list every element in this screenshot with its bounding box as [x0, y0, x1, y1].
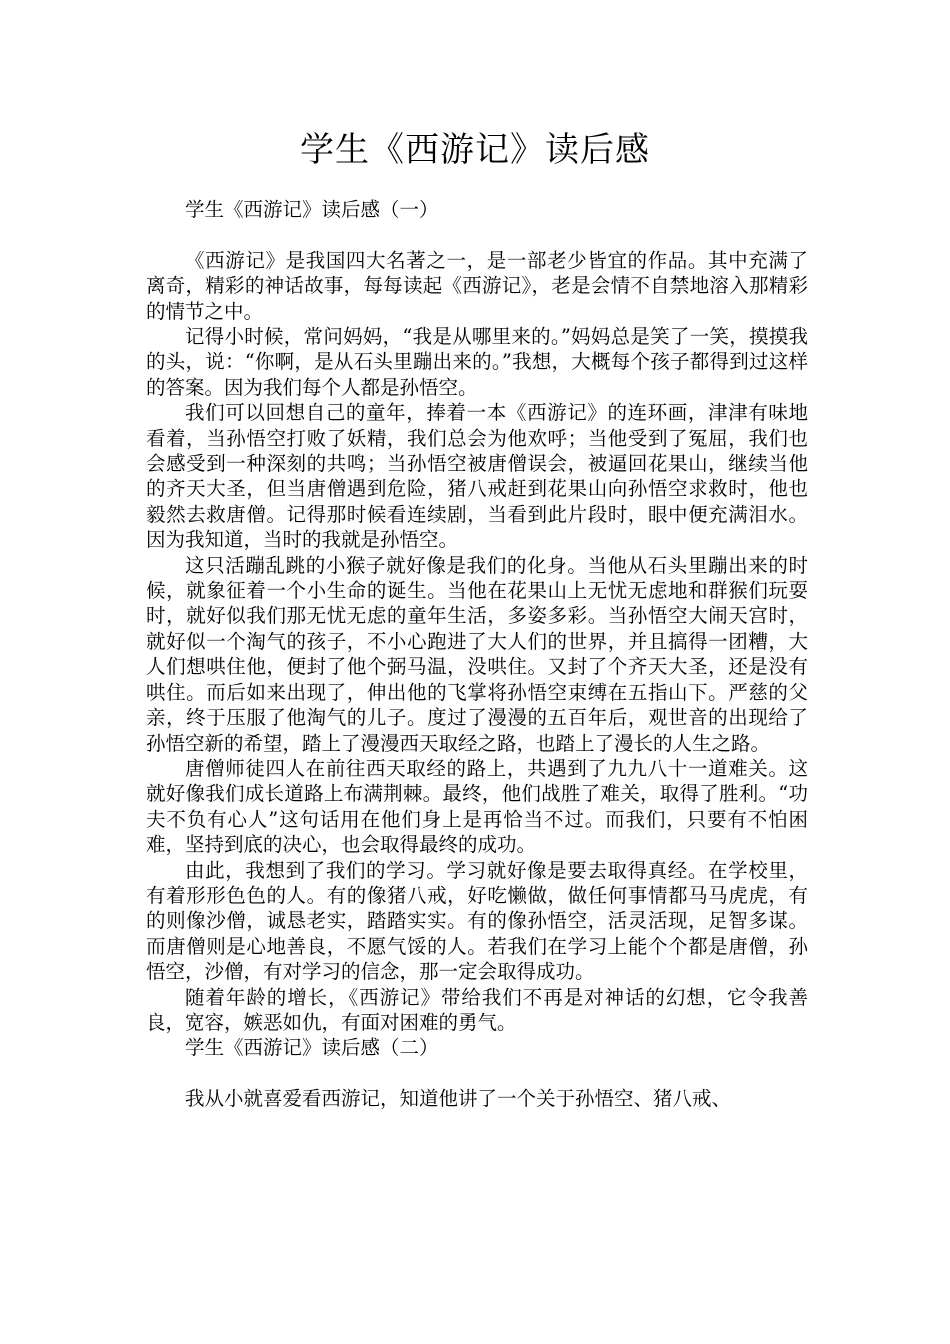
paragraph: 由此，我想到了我们的学习。学习就好像是要去取得真经。在学校里，有着形形色色的人。有的像猪八戒，好吃懒做，做任何事情都马马虎虎，有的则像沙僧，诚恳老实，踏踏实实。有的像孙悟空，活灵活现，足智多谋。而唐僧则是心地善良，不愿气馁的人。若我们在学习上能个个都是唐僧，孙悟空，沙僧，有对学习的信念，那一定会取得成功。 [146, 858, 808, 984]
blank-line [146, 1061, 808, 1086]
paragraph: 随着年龄的增长，《西游记》带给我们不再是对神话的幻想，它令我善良，宽容，嫉恶如仇，有面对困难的勇气。 [146, 985, 808, 1034]
paragraph: 这只活蹦乱跳的小猴子就好像是我们的化身。当他从石头里蹦出来的时候，就象征着一个小生命的诞生。当他在花果山上无忧无虑地和群猴们玩耍时，就好似我们那无忧无虑的童年生活，多姿多彩。当孙悟空大闹天宫时，就好似一个淘气的孩子，不小心跑进了大人们的世界，并且搞得一团糟，大人们想哄住他，便封了他个弼马温，没哄住。又封了个齐天大圣，还是没有哄住。而后如来出现了，伸出他的飞掌将孙悟空束缚在五指山下。严慈的父亲，终于压服了他淘气的儿子。度过了漫漫的五百年后，观世音的出现给了孙悟空新的希望，踏上了漫漫西天取经之路，也踏上了漫长的人生之路。 [146, 553, 808, 755]
paragraph: 我们可以回想自己的童年，捧着一本《西游记》的连环画，津津有味地看着，当孙悟空打败了妖精，我们总会为他欢呼；当他受到了冤屈，我们也会感受到一种深刻的共鸣；当孙悟空被唐僧误会，被逼回花果山，继续当他的齐天大圣，但当唐僧遇到危险，猪八戒赶到花果山向孙悟空求救时，他也毅然去救唐僧。记得那时候看连续剧，当看到此片段时，眼中便充满泪水。因为我知道，当时的我就是孙悟空。 [146, 401, 808, 552]
paragraph: 记得小时候，常问妈妈，“我是从哪里来的。”妈妈总是笑了一笑，摸摸我的头，说：“你啊，是从石头里蹦出来的。”我想，大概每个孩子都得到过这样的答案。因为我们每个人都是孙悟空。 [146, 325, 808, 399]
blank-line [146, 222, 808, 247]
paragraph: 我从小就喜爱看西游记，知道他讲了一个关于孙悟空、猪八戒、 [185, 1087, 732, 1111]
document-title: 学生《西游记》读后感 [300, 130, 650, 170]
paragraph: 《西游记》是我国四大名著之一，是一部老少皆宜的作品。其中充满了离奇，精彩的神话故事，每每读起《西游记》，老是会情不自禁地溶入那精彩的情节之中。 [146, 248, 808, 323]
section-heading-2: 学生《西游记》读后感（二） [185, 1036, 439, 1060]
document-body [146, 197, 808, 1112]
section-heading-1: 学生《西游记》读后感（一） [185, 198, 439, 221]
paragraph: 唐僧师徒四人在前往西天取经的路上，共遇到了九九八十一道难关。这就好像我们成长道路上布满荆棘。最终，他们战胜了难关，取得了胜利。“功夫不负有心人”这句话用在他们身上是再恰当不过。而我们，只要有不怕困难，坚持到底的决心，也会取得最终的成功。 [146, 756, 808, 857]
